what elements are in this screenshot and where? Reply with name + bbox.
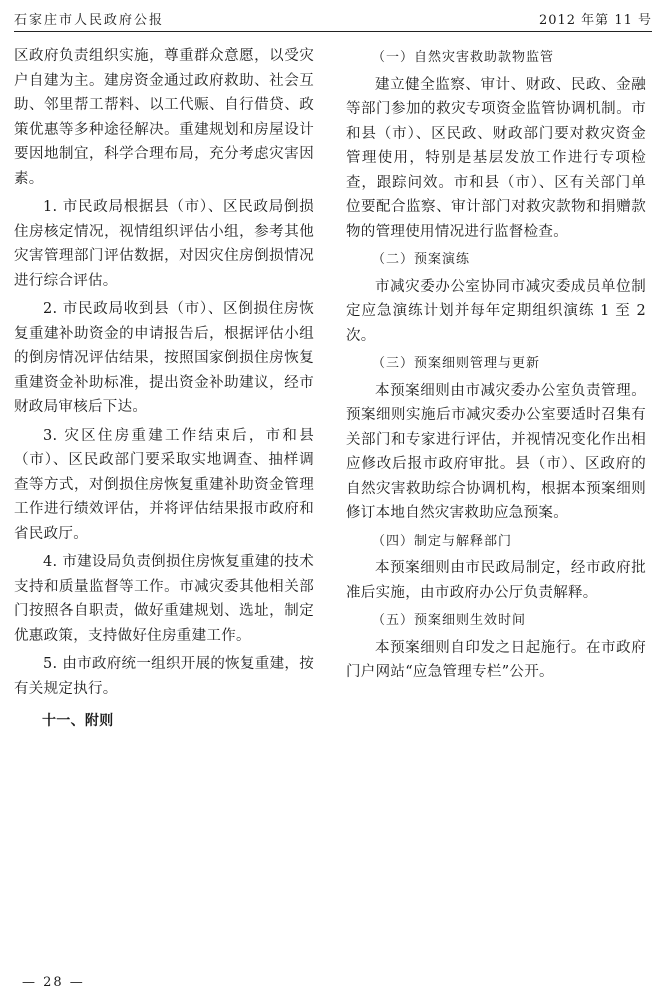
section-heading: 十一、附则 [42,713,114,729]
paragraph: 市减灾委办公室协同市减灾委成员单位制定应急演练计划并每年定期组织演练 1 至 2 次。 [346,278,646,344]
subsection-heading: （二）预案演练 [372,252,471,267]
subsection-heading: （一）自然灾害救助款物监管 [372,50,555,65]
paragraph: 1. 市民政局根据县（市）、区民政局倒损住房核定情况，视情组织评估小组，参考其他灾害管理部门评估数据，对因灾住房倒损情况进行综合评估。 [14,199,314,289]
page-number: — 28 — [22,975,85,990]
issue-number: 2012 年第 11 号 [538,13,652,28]
subsection-heading: （三）预案细则管理与更新 [372,356,541,371]
paragraph: 3. 灾区住房重建工作结束后，市和县（市）、区民政部门要采取实地调查、抽样调查等方式，对倒损住房恢复重建补助资金管理工作进行绩效评估，并将评估结果报市政府和省民政厅。 [14,427,314,542]
publication-title: 石家庄市人民政府公报 [14,13,165,28]
paragraph: 本预案细则由市民政局制定，经市政府批准后实施，由市政府办公厅负责解释。 [346,560,646,601]
paragraph: 2. 市民政局收到县（市）、区倒损住房恢复重建补助资金的申请报告后，根据评估小组的倒房情况评估结果，按照国家倒损住房恢复重建资金补助标准，提出资金补助建议，经市财政局审核后下达。 [14,301,314,415]
paragraph: 4. 市建设局负责倒损住房恢复重建的技术支持和质量监督等工作。市减灾委其他相关部门按照各自职责，做好重建规划、选址，制定优惠政策，支持做好住房重建工作。 [14,554,314,644]
paragraph: 本预案细则自印发之日起施行。在市政府门户网站“应急管理专栏”公开。 [346,639,646,680]
subsection-heading: （五）预案细则生效时间 [372,613,527,628]
paragraph: 本预案细则由市减灾委办公室负责管理。预案细则实施后市减灾委办公室要适时召集有关部门和专家进行评估，并视情况变化作出相应修改后报市政府审批。县（市）、区政府的自然灾害救助综合协调机构，根据本预案细则修订本地自然灾害救助应急预案。 [346,382,646,521]
paragraph: 5. 由市政府统一组织开展的恢复重建，按有关规定执行。 [14,656,314,697]
page-header [14,6,652,32]
subsection-heading: （四）制定与解释部门 [372,533,513,549]
right-column [346,44,646,685]
paragraph: 建立健全监察、审计、财政、民政、金融等部门参加的救灾专项资金监管协调机制。市和县（市）、区民政、财政部门要对救灾资金管理使用，特别是基层发放工作进行专项检查，跟踪问效。市和县（市）、区有关部门单位要配合监察、审计部门对救灾款物和捐赠款物的管理使用情况进行监督检查。 [346,76,646,240]
left-column [14,44,314,734]
paragraph: 区政府负责组织实施，尊重群众意愿，以受灾户自建为主。建房资金通过政府救助、社会互助、邻里帮工帮料、以工代赈、自行借贷、政策优惠等多种途径解决。重建规划和房屋设计要因地制宜，科学合理布局，充分考虑灾害因素。 [14,48,314,187]
